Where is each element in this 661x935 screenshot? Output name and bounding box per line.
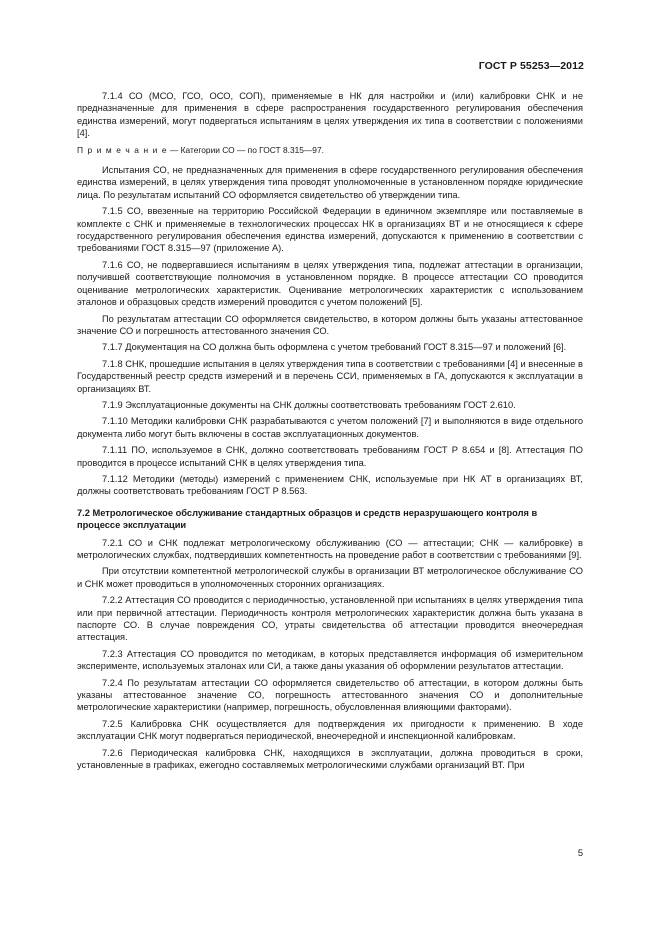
document-code: ГОСТ Р 55253—2012 (478, 60, 584, 72)
paragraph-7-1-12: 7.1.12 Методики (методы) измерений с применением СНК, используемые при НК АТ в организациях ВТ, должны соответствовать требованиям ГОСТ Р 8.563. (77, 473, 583, 497)
paragraph-7-2-6: 7.2.6 Периодическая калибровка СНК, находящихся в эксплуатации, должна проводиться в сроки, установленные в графиках, ежегодно составляемых метрологическими службами организаций ВТ. При (77, 747, 583, 771)
document-body (77, 90, 583, 776)
page-number: 5 (577, 848, 583, 858)
paragraph-attestation-results: По результатам аттестации СО оформляется свидетельство, в котором должны быть указаны аттестованное значение СО и погрешность аттестованного значения СО. (77, 313, 583, 336)
paragraph-co-testing: Испытания СО, не предназначенных для применения в сфере государственного регулирования обеспечения единства измерений, в целях утверждения типа проводят уполномоченные в установленном порядке юридические лица. По результатам испытаний СО оформляется свидетельство об утверждении типа. (77, 165, 583, 200)
paragraph-7-1-7: 7.1.7 Документация на СО должна быть оформлена с учетом требований ГОСТ 8.315—97 и положений [6]. (102, 342, 567, 353)
paragraph-7-1-11: 7.1.11 ПО, используемое в СНК, должно соответствовать требованиям ГОСТ Р 8.654 и [8]. Аттестация ПО проводится в процессе испытаний СНК в целях утверждения типа. (77, 445, 583, 468)
paragraph-7-1-6: 7.1.6 СО, не подвергавшиеся испытаниям в целях утверждения типа, подлежат аттестации в организации, получившей соответствующие полномочия в установленном порядке. В процессе аттестации СО проводится оценивание метрологических характеристик. Оценивание метрологических характеристик с использованием эталонов и образцовых средств измерений проводится с учетом положений [5]. (77, 259, 583, 308)
note-label: П р и м е ч а н и е (77, 144, 168, 155)
note-text: — Категории СО — по ГОСТ 8.315—97. (167, 144, 324, 155)
paragraph-7-1-9: 7.1.9 Эксплуатационные документы на СНК должны соответствовать требованиям ГОСТ 2.610. (102, 399, 516, 410)
paragraph-7-2-2: 7.2.2 Аттестация СО проводится с периодичностью, установленной при испытаниях в целях утверждения типа или при первичной аттестации. Периодичность контроля метрологических характеристик должна быть указана в паспорте СО. В случае повреждения СО, утраты свидетельства об аттестации проводится внеочередная аттестация. (77, 595, 583, 643)
paragraph-7-2-3: 7.2.3 Аттестация СО проводится по методикам, в которых представляется информация об измерительном эксперименте, используемых эталонах или СИ, а также даны указания об оформлении результатов аттестации. (77, 648, 583, 672)
paragraph-7-1-10: 7.1.10 Методики калибровки СНК разрабатываются с учетом положений [7] и выполняются в виде отдельного документа либо могут быть включены в состав эксплуатационных документов. (77, 416, 583, 439)
paragraph-7-2-4: 7.2.4 По результатам аттестации СО оформляется свидетельство об аттестации, в котором должны быть указаны аттестованное значение СО, погрешность аттестованного значения СО и дополнительные метрологические характеристики (например, погрешность, обусловленная влияющими факторами). (77, 677, 583, 713)
paragraph-7-2-1: 7.2.1 СО и СНК подлежат метрологическому обслуживанию (СО — аттестации; СНК — калибровке) в метрологических службах, подтвердивших компетентность на проведение работ в соответствии с требованиями [9]. (77, 537, 583, 560)
paragraph-7-1-5: 7.1.5 СО, ввезенные на территорию Российской Федерации в единичном экземпляре или поставляемые в комплекте с СНК и применяемые в технологических процессах НК в организациях ВТ и не относящиеся к сфере государственного регулирования обеспечения единства измерений, допускаются к применению в соответствии с требованиями ГОСТ 8.315—97 (приложение А). (77, 206, 583, 254)
paragraph-external-metrology: При отсутствии компетентной метрологической службы в организации ВТ метрологическое обслуживание СО и СНК может проводиться в уполномоченных сторонних организациях. (77, 566, 583, 589)
paragraph-7-1-4: 7.1.4 СО (МСО, ГСО, ОСО, СОП), применяемые в НК для настройки и (или) калибровки СНК и не предназначенные для применения в сфере распространения государственного регулирования обеспечения единства измерений, могут подвергаться испытаниям в целях утверждения их типа в соответствии с положениями [4]. (77, 91, 583, 139)
paragraph-7-2-5: 7.2.5 Калибровка СНК осуществляется для подтверждения их пригодности к применению. В ходе эксплуатации СНК могут подвергаться периодической, внеочередной и инспекционной калибровкам. (77, 718, 583, 742)
note (77, 144, 583, 156)
paragraph-7-1-8: 7.1.8 СНК, прошедшие испытания в целях утверждения типа в соответствии с требованиями [4] и внесенные в Государственный реестр средств измерений и в перечень ССИ, применяемых в ГА, допускаются к эксплуатации в организациях ВТ. (77, 358, 583, 394)
section-heading-7-2: 7.2 Метрологическое обслуживание стандартных образцов и средств неразрушающего контроля в процессе эксплуатации (77, 507, 538, 531)
